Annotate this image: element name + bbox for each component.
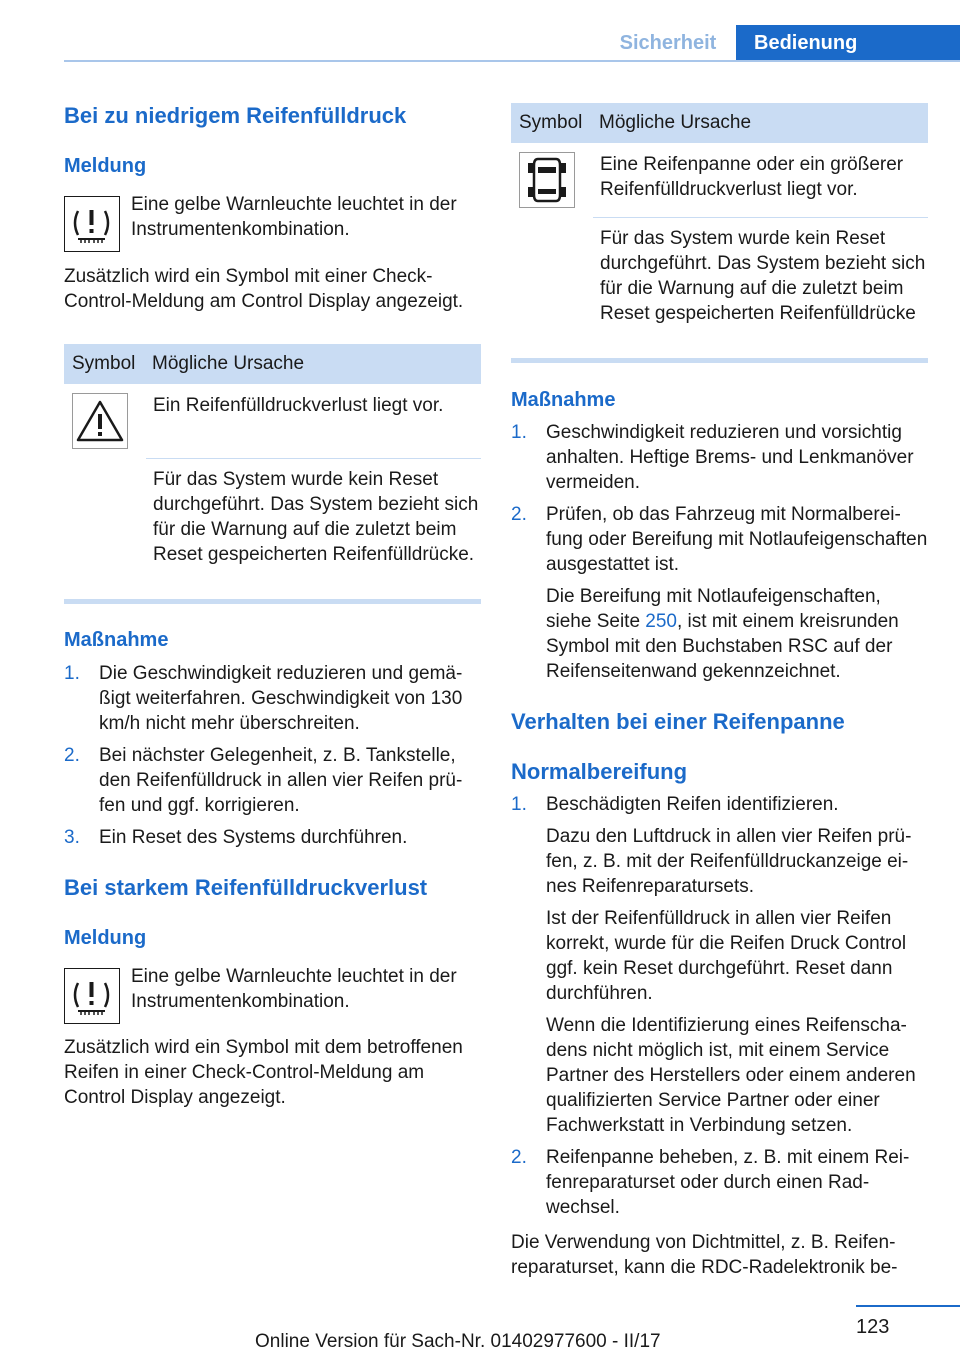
table-end-rule: [511, 358, 928, 363]
list-item: [511, 420, 928, 495]
table-header-cause: Mögliche Ursache: [599, 112, 752, 133]
table-header-symbol: Symbol: [519, 112, 583, 133]
tire-pressure-warning-icon: [64, 196, 120, 252]
online-version-footer: Online Version für Sach-Nr. 01402977600 - II/17: [255, 1331, 661, 1352]
message-text: Eine gelbe Warnleuchte leuchtet in der Instrumentenkombination.: [131, 194, 457, 240]
page-number: 123: [856, 1316, 890, 1338]
meldung-heading: Meldung: [64, 155, 147, 177]
list-item: [64, 661, 481, 736]
cause-table: [64, 344, 481, 599]
measures-list: [64, 661, 481, 857]
table-header: [64, 344, 481, 384]
car-flat-tire-icon: [519, 152, 575, 208]
massnahme-heading: Maßnahme: [64, 629, 169, 651]
list-item-text: Prüfen, ob das Fahrzeug mit Normalbereifung oder Bereifung mit Notlaufeigenschaften ausgestattet ist.: [546, 504, 928, 575]
message-row: [64, 192, 481, 252]
note-text: Die Bereifung mit Notlaufeigenschaften, siehe Seite: [546, 586, 881, 632]
measures-list-2: [511, 420, 928, 691]
table-body: [511, 143, 928, 358]
table-header-cause: Mögliche Ursache: [152, 353, 305, 374]
list-item-paragraph: Dazu den Luftdruck in allen vier Reifen prüfen, z. B. mit der Reifenfülldruckanzeige eines Reifenreparatursets.: [546, 826, 912, 897]
tire-pressure-warning-icon: [64, 968, 120, 1024]
cause-table-2: [511, 103, 928, 358]
list-item-note: [546, 584, 928, 684]
list-item-text: Bei nächster Gelegenheit, z. B. Tankstelle, den Reifenfülldruck in allen vier Reifen prüfen und ggf. korrigieren.: [99, 745, 463, 816]
table-cause-2: Für das System wurde kein Reset durchgeführt. Das System bezieht sich für die Warnung auf die zuletzt beim Reset gespeicherten Reifenfülldrücke.: [153, 469, 479, 565]
table-row-divider: [593, 217, 928, 218]
list-item: [511, 1145, 928, 1220]
table-row-divider: [146, 458, 481, 459]
subsection-normal-tires: Normalbereifung: [511, 759, 688, 784]
paragraph-check-control: Zusätzlich wird ein Symbol mit einer Check-Control-Meldung am Control Display angezeigt.: [64, 266, 464, 312]
meldung-heading-2: Meldung: [64, 927, 147, 949]
tab-sicherheit[interactable]: Sicherheit: [600, 25, 736, 61]
note-text: , ist mit einem kreisrunden Symbol mit den Buchstaben RSC auf der Reifenseitenwand gekennzeichnet.: [546, 611, 899, 682]
page-reference-link[interactable]: 250: [645, 611, 677, 632]
flat-tire-steps: [511, 792, 928, 1227]
table-cause-1: Eine Reifenpanne oder ein größerer Reifenfülldruckverlust liegt vor.: [600, 154, 904, 200]
list-item: [64, 743, 481, 818]
list-item: [511, 502, 928, 684]
table-header-symbol: Symbol: [72, 353, 136, 374]
list-item-paragraph: Wenn die Identifizierung eines Reifenschadens nicht möglich ist, mit einem Service Partner des Herstellers oder einem anderen qualifizierten Service Partner oder einer Fachwerkstatt in Verbindung setzen.: [546, 1015, 916, 1136]
warning-triangle-icon: [72, 393, 128, 449]
section-title-flat-tire: Verhalten bei einer Reifenpanne: [511, 709, 845, 734]
paragraph-affected-tire: Zusätzlich wird ein Symbol mit dem betroffenen Reifen in einer Check-Control-Meldung am Control Display angezeigt.: [64, 1037, 463, 1108]
table-header: [511, 103, 928, 143]
list-item-text: Ein Reset des Systems durchführen.: [99, 827, 408, 848]
header-divider: [64, 60, 960, 62]
list-item-paragraph: Ist der Reifenfülldruck in allen vier Reifen korrekt, wurde für die Reifen Druck Control ggf. kein Reset durchgeführt. Reset dann durchführen.: [546, 908, 907, 1004]
section-title-low-pressure: Bei zu niedrigem Reifenfülldruck: [64, 103, 407, 128]
list-item-text: Geschwindigkeit reduzieren und vorsichtig anhalten. Heftige Brems- und Lenkmanöver vermeiden.: [546, 422, 914, 493]
table-cause-1: Ein Reifenfülldruckverlust liegt vor.: [153, 395, 444, 416]
list-item: [64, 825, 481, 850]
message-row-2: [64, 964, 481, 1024]
message-text-2: Eine gelbe Warnleuchte leuchtet in der Instrumentenkombination.: [131, 966, 457, 1012]
paragraph-sealant: Die Verwendung von Dichtmittel, z. B. Reifenreparaturset, kann die RDC-Radelektronik be-: [511, 1232, 898, 1278]
list-number: 2.: [511, 1147, 527, 1168]
list-item-text: Reifenpanne beheben, z. B. mit einem Reifenreparaturset oder durch einen Radwechsel.: [546, 1147, 910, 1218]
table-body: [64, 384, 481, 599]
list-number: 2.: [511, 504, 527, 525]
list-number: 2.: [64, 745, 80, 766]
table-cause-2: Für das System wurde kein Reset durchgeführt. Das System bezieht sich für die Warnung auf die zuletzt beim Reset gespeicherten Reifenfülldrücke: [600, 228, 926, 324]
list-number: 3.: [64, 827, 80, 848]
list-number: 1.: [511, 422, 527, 443]
massnahme-heading-2: Maßnahme: [511, 389, 616, 411]
table-end-rule: [64, 599, 481, 604]
list-item: [511, 792, 928, 1138]
list-number: 1.: [511, 794, 527, 815]
tab-bedienung[interactable]: Bedienung: [736, 25, 960, 61]
section-title-strong-loss: Bei starkem Reifenfülldruckverlust: [64, 875, 428, 900]
list-number: 1.: [64, 663, 80, 684]
list-item-text: Die Geschwindigkeit reduzieren und gemäßigt weiterfahren. Geschwindigkeit von 130 km/h nicht mehr überschreiten.: [99, 663, 463, 734]
page-header: [600, 25, 960, 61]
footer-divider: [856, 1305, 960, 1307]
list-item-text: Beschädigten Reifen identifizieren.: [546, 794, 839, 815]
